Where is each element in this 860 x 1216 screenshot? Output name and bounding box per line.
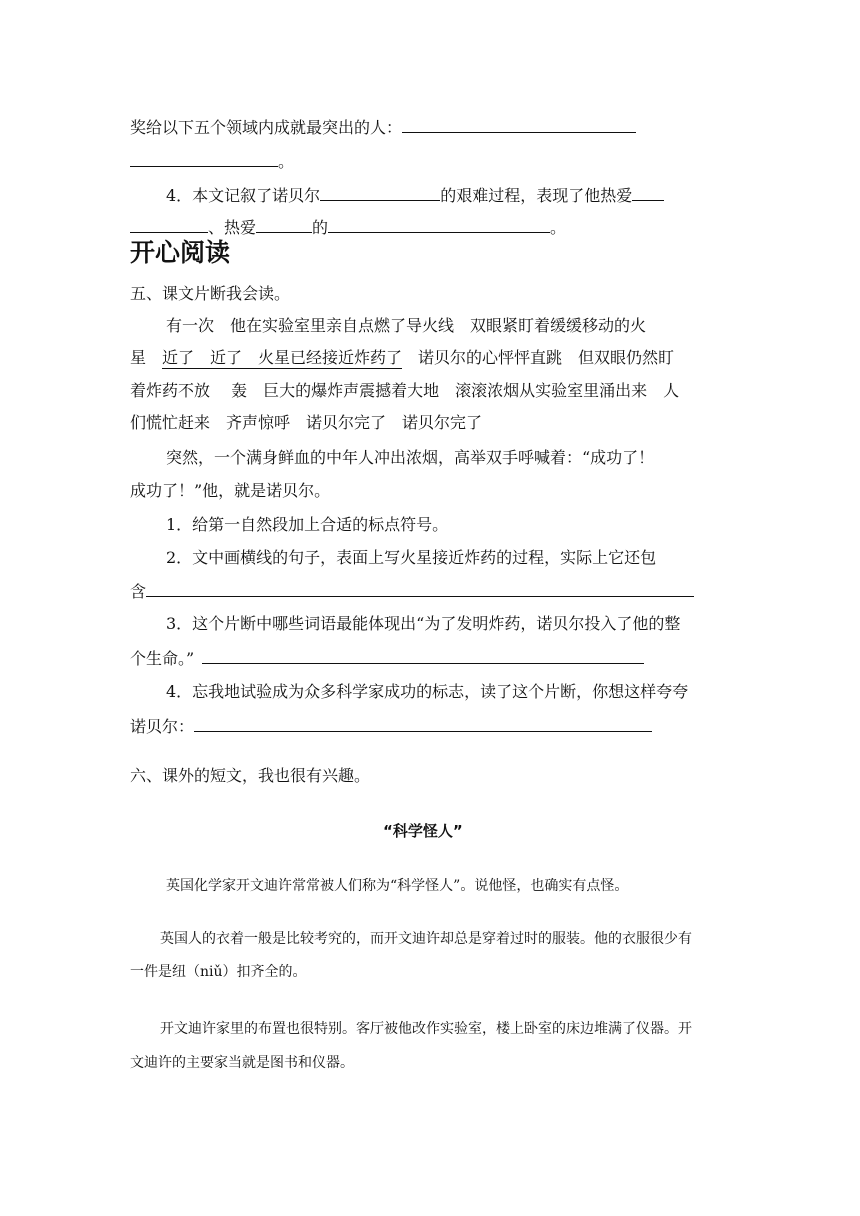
question-4: 4．忘我地试验成为众多科学家成功的标志，读了这个片断，你想这样夸夸 bbox=[166, 682, 689, 701]
answer-blank[interactable] bbox=[130, 216, 208, 233]
question-2-answer: 含 bbox=[130, 580, 694, 602]
passage-line: 成功了！”他，就是诺贝尔。 bbox=[130, 481, 331, 500]
answer-blank[interactable] bbox=[202, 647, 644, 664]
story-paragraph: 开文迪许家里的布置也很特别。客厅被他改作实验室，楼上卧室的床边堆满了仪器。开 bbox=[160, 1021, 692, 1037]
passage-line: 着炸药不放 轰 巨大的爆炸声震撼着大地 滚滚浓烟从实验室里涌出来 人 bbox=[130, 381, 680, 400]
story-paragraph: 英国化学家开文迪许常常被人们称为“科学怪人”。说他怪，也确实有点怪。 bbox=[166, 878, 629, 894]
q4-line-2: 、热爱 的 。 bbox=[130, 216, 566, 238]
underlined-sentence: 近了 近了 火星已经接近炸药了 bbox=[162, 348, 403, 367]
q3-line: 奖给以下五个领域内成就最突出的人： bbox=[130, 116, 636, 138]
question-2: 2．文中画横线的句子，表面上写火星接近炸药的过程，实际上它还包 bbox=[166, 548, 657, 567]
passage-line: 们慌忙赶来 齐声惊呼 诺贝尔完了 诺贝尔完了 bbox=[130, 413, 483, 432]
story-paragraph: 文迪许的主要家当就是图书和仪器。 bbox=[130, 1055, 354, 1071]
story-paragraph: 一件是纽（niǔ）扣齐全的。 bbox=[130, 964, 307, 980]
answer-blank[interactable] bbox=[130, 150, 278, 167]
answer-blank[interactable] bbox=[402, 116, 636, 133]
answer-blank[interactable] bbox=[328, 216, 550, 233]
part6-title: 六、课外的短文，我也很有兴趣。 bbox=[130, 766, 371, 785]
answer-blank[interactable] bbox=[256, 216, 312, 233]
passage-line: 有一次 他在实验室里亲自点燃了导火线 双眼紧盯着缓缓移动的火 bbox=[166, 316, 647, 335]
answer-blank[interactable] bbox=[320, 184, 440, 201]
passage-line: 突然，一个满身鲜血的中年人冲出浓烟，高举双手呼喊着：“成功了！ bbox=[166, 448, 655, 467]
answer-blank[interactable] bbox=[146, 580, 694, 597]
passage-line-underlined: 星 近了 近了 火星已经接近炸药了 诺贝尔的心怦怦直跳 但双眼仍然盯 bbox=[130, 348, 675, 367]
q3-continuation: 。 bbox=[130, 150, 294, 172]
question-3: 3．这个片断中哪些词语最能体现出“为了发明炸药，诺贝尔投入了他的整 bbox=[166, 614, 681, 633]
question-4-answer: 诺贝尔： bbox=[130, 715, 652, 737]
part5-title: 五、课文片断我会读。 bbox=[130, 284, 291, 303]
q4-line-1: 4．本文记叙了诺贝尔 的艰难过程，表现了他热爱 bbox=[166, 184, 664, 206]
question-1: 1．给第一自然段加上合适的标点符号。 bbox=[166, 515, 449, 534]
answer-blank[interactable] bbox=[632, 184, 664, 201]
answer-blank[interactable] bbox=[194, 715, 652, 732]
story-paragraph: 英国人的衣着一般是比较考究的，而开文迪许却总是穿着过时的服装。他的衣服很少有 bbox=[160, 931, 692, 947]
question-3-answer: 个生命。” bbox=[130, 647, 644, 669]
story-title: “科学怪人” bbox=[383, 822, 463, 840]
section-heading: 开心阅读 bbox=[130, 238, 231, 267]
